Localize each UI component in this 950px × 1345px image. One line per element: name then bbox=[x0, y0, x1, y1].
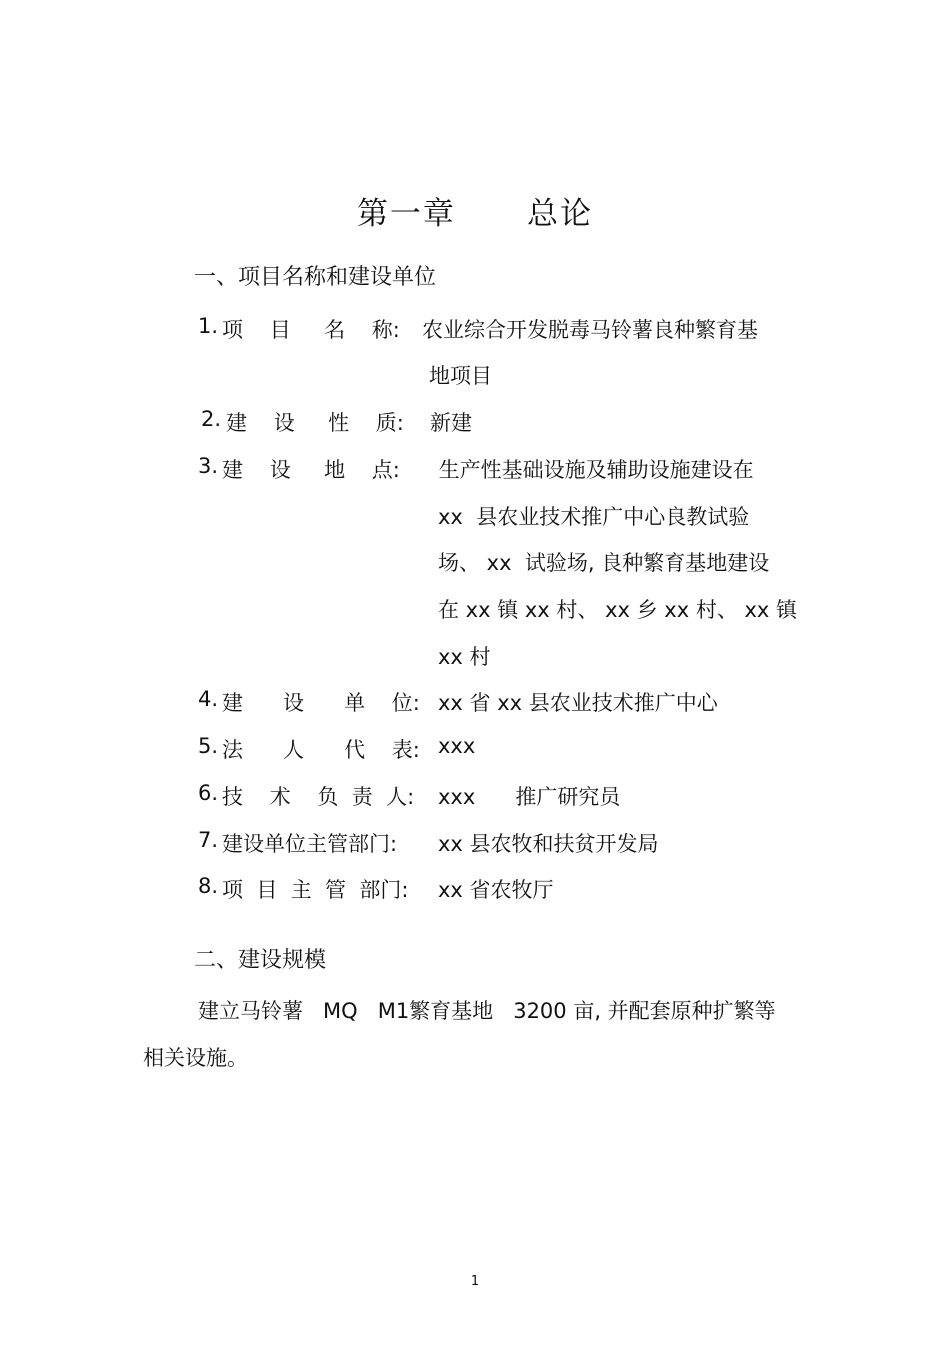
item-number: 2. bbox=[201, 407, 222, 431]
item-value-continuation: 地项目 bbox=[429, 364, 492, 388]
paragraph-line: 建立马铃薯 MQ M1繁育基地 3200 亩, 并配套原种扩繁等 bbox=[198, 999, 776, 1023]
item-label: 项 目 主 管 部门: bbox=[222, 878, 409, 902]
list-item-technical-lead bbox=[0, 781, 950, 811]
section-heading-2: 二、建设规模 bbox=[194, 948, 327, 973]
item-label: 建设单位主管部门: bbox=[222, 832, 398, 856]
item-value-continuation: xx 县农业技术推广中心良教试验 bbox=[438, 505, 750, 529]
item-value-continuation: 在 xx 镇 xx 村、 xx 乡 xx 村、 xx 镇 bbox=[438, 598, 798, 622]
item-number: 8. bbox=[198, 874, 219, 898]
item-label: 建 设 地 点: bbox=[222, 458, 400, 482]
item-number: 1. bbox=[198, 314, 219, 338]
chapter-title: 第一章 总论 bbox=[356, 196, 594, 232]
list-item-construction-nature bbox=[0, 407, 950, 437]
item-value: xxx 推广研究员 bbox=[438, 785, 621, 809]
paragraph-line: 相关设施。 bbox=[143, 1046, 248, 1070]
item-number: 4. bbox=[198, 687, 219, 711]
item-value: xx 省农牧厅 bbox=[438, 878, 554, 902]
item-number: 6. bbox=[198, 781, 219, 805]
item-value: xx 县农牧和扶贫开发局 bbox=[438, 832, 659, 856]
list-item-project-name bbox=[0, 314, 950, 344]
item-number: 7. bbox=[198, 828, 219, 852]
item-label: 建 设 性 质: bbox=[226, 411, 404, 435]
page-number: 1 bbox=[470, 1274, 480, 1289]
list-item-legal-representative bbox=[0, 734, 950, 764]
item-value: 生产性基础设施及辅助设施建设在 bbox=[432, 458, 754, 482]
item-value-continuation: xx 村 bbox=[438, 645, 491, 669]
item-label: 法 人 代 表: bbox=[222, 738, 420, 762]
section-heading-1: 一、项目名称和建设单位 bbox=[194, 265, 437, 290]
item-value: xx 省 xx 县农业技术推广中心 bbox=[438, 691, 718, 715]
item-value: 农业综合开发脱毒马铃薯良种繁育基 bbox=[422, 318, 758, 342]
list-item-supervising-department bbox=[0, 828, 950, 858]
item-value: xxx bbox=[438, 734, 476, 758]
item-number: 5. bbox=[198, 734, 219, 758]
item-label: 技 术 负 责 人: bbox=[222, 785, 415, 809]
item-label: 建 设 单 位: bbox=[222, 691, 420, 715]
item-value: 新建 bbox=[430, 411, 472, 435]
item-number: 3. bbox=[198, 454, 219, 478]
list-item-construction-site bbox=[0, 454, 950, 484]
item-label: 项 目 名 称: bbox=[222, 318, 400, 342]
list-item-project-authority bbox=[0, 874, 950, 904]
item-value-continuation: 场、 xx 试验场, 良种繁育基地建设 bbox=[438, 551, 770, 575]
list-item-construction-unit bbox=[0, 687, 950, 717]
